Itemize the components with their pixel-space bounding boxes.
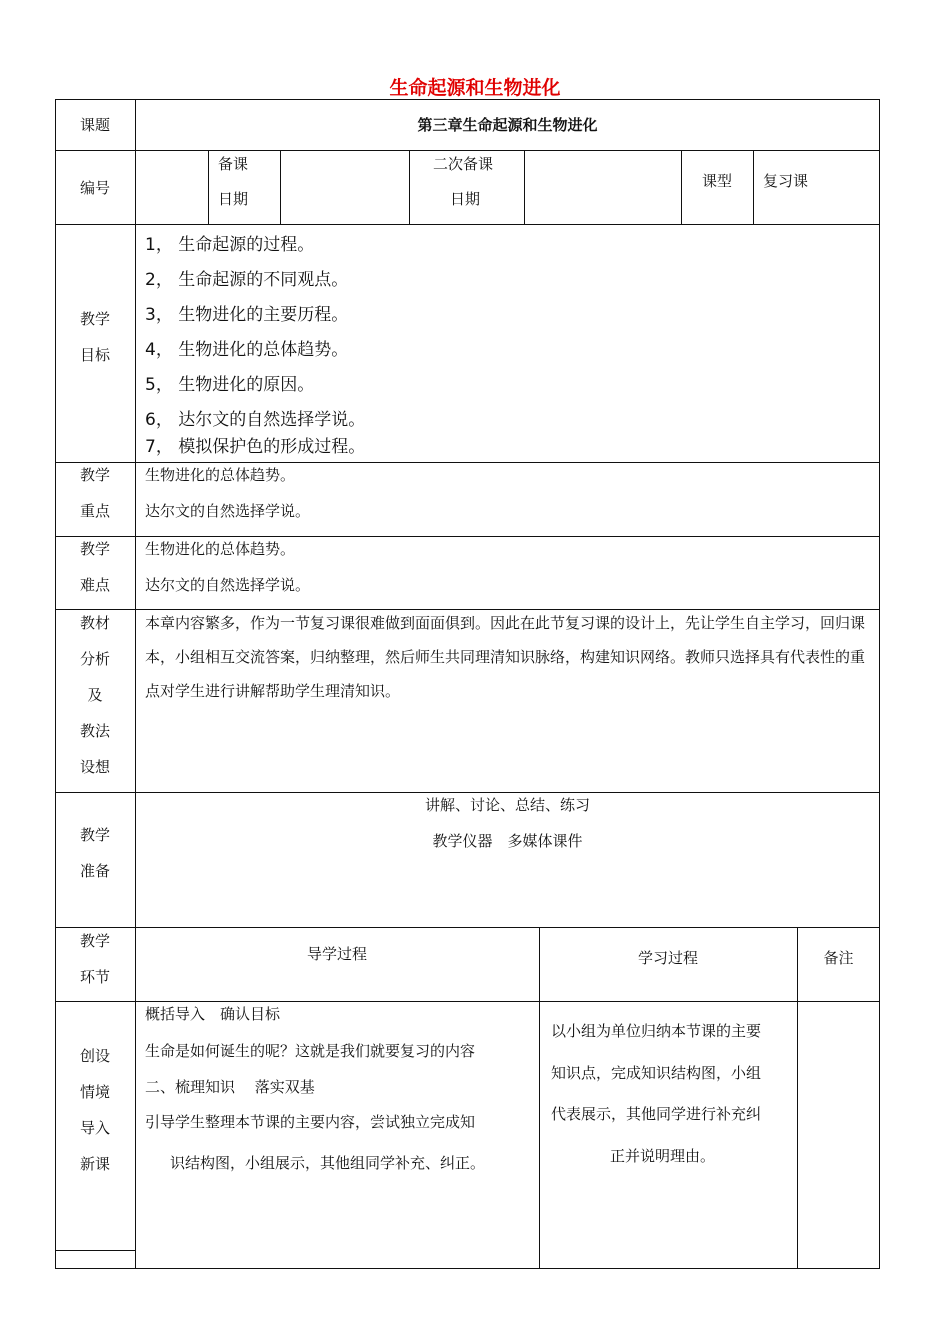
preparation-label: 准备 xyxy=(79,862,110,880)
difficulties-label: 教学 xyxy=(79,540,110,558)
difficulties-label: 难点 xyxy=(79,576,110,594)
difficulty-line: 生物进化的总体趋势。 xyxy=(145,540,296,558)
guide-process-header: 导学过程 xyxy=(306,945,367,963)
prep-date-label: 日期 xyxy=(218,190,249,208)
goal-item: 2， 生命起源的不同观点。 xyxy=(145,270,349,290)
process-label: 教学 xyxy=(79,932,110,950)
intro-label: 情境 xyxy=(79,1083,110,1101)
lesson-type-label: 课型 xyxy=(701,172,732,190)
column-divider xyxy=(539,927,540,1269)
topic-value: 第三章生命起源和生物进化 xyxy=(417,116,598,134)
intro-label: 新课 xyxy=(79,1155,110,1173)
goal-item: 1， 生命起源的过程。 xyxy=(145,235,315,255)
goals-list xyxy=(136,225,879,461)
column-divider xyxy=(753,150,754,224)
number-label: 编号 xyxy=(79,179,110,197)
row-divider xyxy=(55,1001,880,1002)
prep-date-label: 备课 xyxy=(218,155,249,173)
key-point-line: 生物进化的总体趋势。 xyxy=(145,466,296,484)
intro-label: 导入 xyxy=(79,1119,110,1137)
analysis-label: 设想 xyxy=(79,758,110,776)
row-divider xyxy=(55,792,880,793)
notes-header: 备注 xyxy=(823,949,854,967)
row-divider xyxy=(55,150,880,151)
column-divider xyxy=(208,150,209,224)
guide-line: 引导学生整理本节课的主要内容，尝试独立完成知 xyxy=(145,1113,476,1131)
column-divider xyxy=(524,150,525,224)
guide-line: 概括导入 确认目标 xyxy=(145,1005,281,1023)
learning-line: 正并说明理由。 xyxy=(610,1147,716,1165)
document-title: 生命起源和生物进化 xyxy=(389,77,561,99)
learning-line: 知识点，完成知识结构图，小组 xyxy=(551,1064,762,1082)
analysis-label: 教法 xyxy=(79,722,110,740)
key-points-label: 重点 xyxy=(79,502,110,520)
row-divider xyxy=(55,1250,135,1251)
key-points-label: 教学 xyxy=(79,466,110,484)
lesson-type-value: 复习课 xyxy=(763,172,809,190)
second-prep-label: 日期 xyxy=(450,190,481,208)
goals-label: 目标 xyxy=(79,346,110,364)
analysis-label: 分析 xyxy=(79,650,110,668)
row-divider xyxy=(55,536,880,537)
preparation-label: 教学 xyxy=(79,826,110,844)
goals-label: 教学 xyxy=(79,310,110,328)
analysis-label: 及 xyxy=(87,686,103,704)
process-label: 环节 xyxy=(79,968,110,986)
difficulty-line: 达尔文的自然选择学说。 xyxy=(145,576,311,594)
guide-line: 识结构图，小组展示，其他组同学补充、纠正。 xyxy=(170,1154,486,1172)
topic-label: 课题 xyxy=(79,116,110,134)
preparation-line: 讲解、讨论、总结、练习 xyxy=(424,796,590,814)
goal-item: 5， 生物进化的原因。 xyxy=(145,375,315,395)
preparation-line: 教学仪器 多媒体课件 xyxy=(432,832,583,850)
column-divider xyxy=(409,150,410,224)
goal-item: 4， 生物进化的总体趋势。 xyxy=(145,340,349,360)
learning-line: 代表展示，其他同学进行补充纠 xyxy=(551,1105,762,1123)
goal-item: 3， 生物进化的主要历程。 xyxy=(145,305,349,325)
analysis-label: 教材 xyxy=(79,614,110,632)
learning-line: 以小组为单位归纳本节课的主要 xyxy=(551,1022,762,1040)
goal-item: 7， 模拟保护色的形成过程。 xyxy=(145,437,366,457)
learning-process-header: 学习过程 xyxy=(637,949,698,967)
column-divider xyxy=(280,150,281,224)
key-point-line: 达尔文的自然选择学说。 xyxy=(145,502,311,520)
column-divider xyxy=(797,927,798,1269)
row-divider xyxy=(55,927,880,928)
intro-label: 创设 xyxy=(79,1047,110,1065)
row-divider xyxy=(55,462,880,463)
second-prep-label: 二次备课 xyxy=(433,155,494,173)
guide-line: 二、梳理知识 落实双基 xyxy=(145,1078,315,1096)
analysis-text: 本章内容繁多，作为一节复习课很难做到面面俱到。因此在此节复习课的设计上，先让学生自主学习，回归课本，小组相互交流答案，归纳整理，然后师生共同理清知识脉络，构建知识网络。教师只选择具有代表性的重点对学生进行讲解帮助学生理清知识。 xyxy=(145,614,866,700)
goal-item: 6， 达尔文的自然选择学说。 xyxy=(145,410,366,430)
guide-line: 生命是如何诞生的呢？这就是我们就要复习的内容 xyxy=(145,1042,476,1060)
